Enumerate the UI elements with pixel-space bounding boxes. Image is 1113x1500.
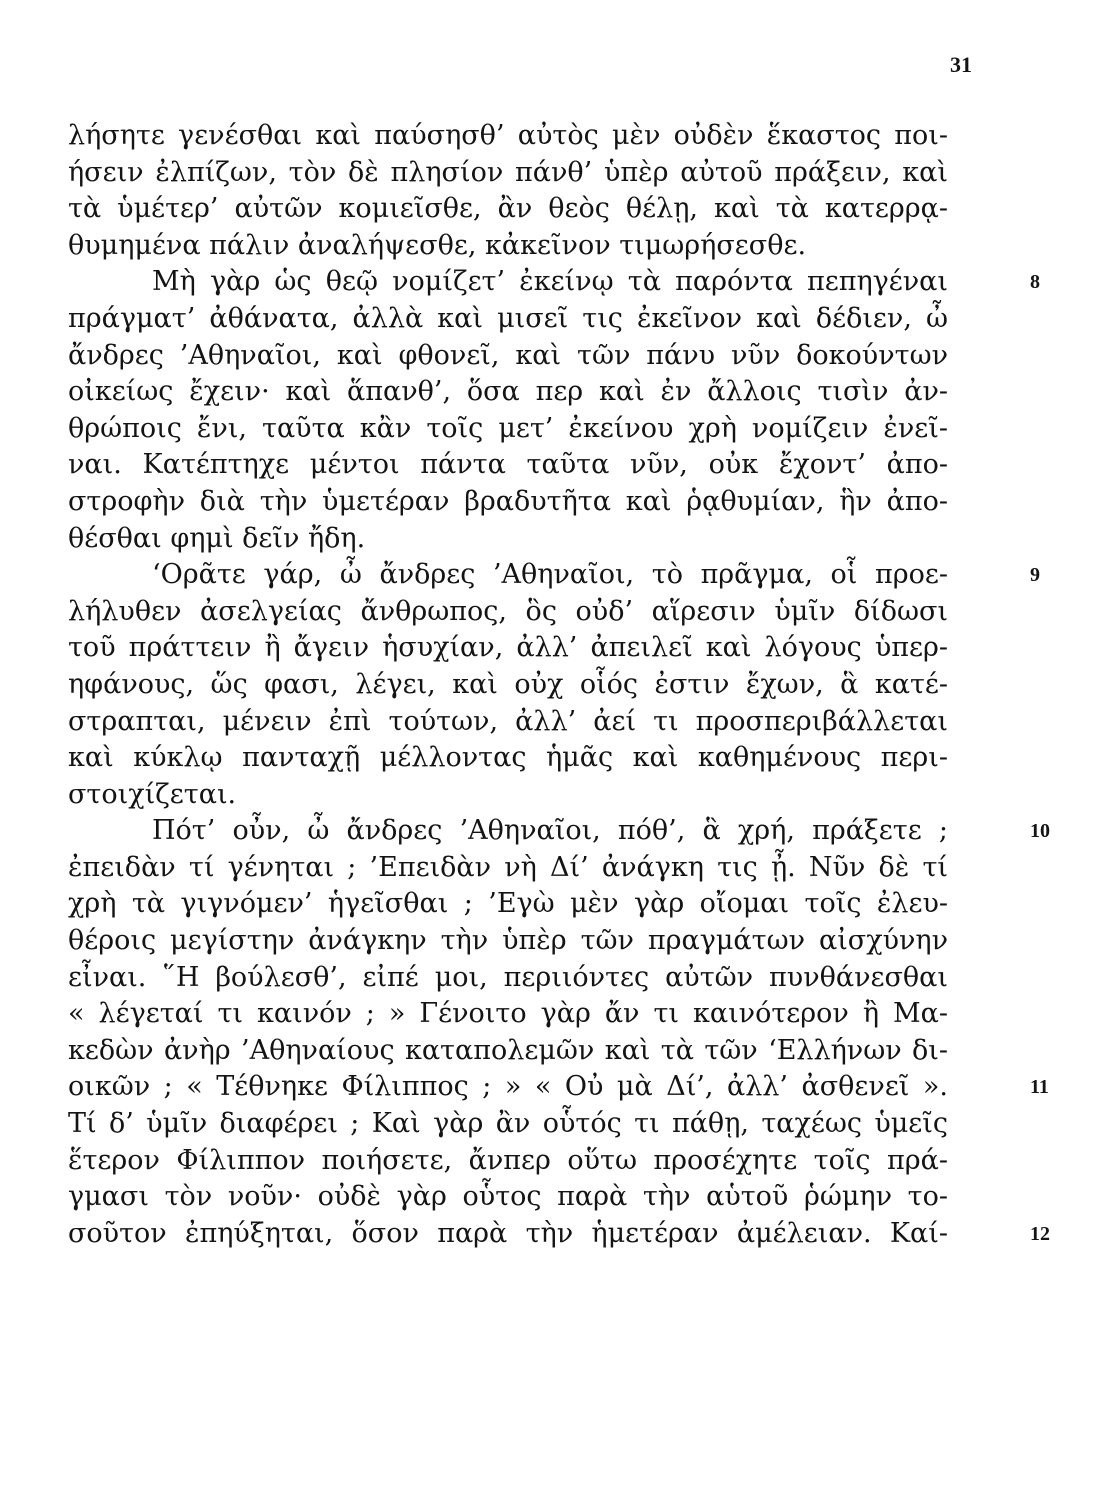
line-text: λήσητε γενέσθαι καὶ παύσησθ’ αὐτὸς μὲν οὐδὲν ἕκαστος ποι- (68, 120, 948, 151)
line-text: στοιχίζεται. (68, 778, 237, 810)
text-line (68, 557, 1040, 594)
line-text: ἕτερον Φίλιππον ποιήσετε, ἄνπερ οὕτω προσέχητε τοῖς πρά- (68, 1144, 948, 1176)
text-line (68, 228, 993, 265)
section-number: 9 (1030, 564, 1040, 587)
line-text: Πότ’ οὖν, ὦ ἄνδρες ’Αθηναῖοι, πόθ’, ἃ χρή, πράξετε ; (152, 815, 948, 847)
line-text: ήσειν ἐλπίζων, τὸν δὲ πλησίον πάνθ’ ὑπὲρ αὐτοῦ πράξειν, καὶ (68, 156, 948, 188)
section-number: 8 (1030, 271, 1040, 294)
text-line (68, 521, 993, 558)
text-line (68, 118, 993, 155)
line-text: στροφὴν διὰ τὴν ὑμετέραν βραδυτῆτα καὶ ῥᾳθυμίαν, ἣν ἀπο- (68, 485, 948, 517)
text-line (68, 1179, 993, 1216)
line-text: κεδὼν ἀνὴρ ’Αθηναίους καταπολεμῶν καὶ τὰ τῶν ‘Ελλήνων δι- (68, 1034, 948, 1066)
line-text: « λέγεταί τι καινόν ; » Γένοιτο γὰρ ἄν τι καινότερον ἢ Μα- (68, 998, 948, 1030)
text-line (68, 411, 993, 448)
text-line (68, 630, 993, 667)
text-line (68, 704, 993, 741)
line-text: Τί δ’ ὑμῖν διαφέρει ; Καὶ γὰρ ἂν οὗτός τι πάθῃ, ταχέως ὑμεῖς (68, 1108, 948, 1140)
text-line (68, 667, 993, 704)
line-text: θυμημένα πάλιν ἀναλήψεσθε, κἀκεῖνον τιμωρήσεσθε. (68, 229, 807, 261)
line-text: ἄνδρες ’Αθηναῖοι, καὶ φθονεῖ, καὶ τῶν πάνυ νῦν δοκούντων (68, 339, 948, 371)
line-text: ‘Ορᾶτε γάρ, ὦ ἄνδρες ’Αθηναῖοι, τὸ πρᾶγμα, οἷ προε- (152, 559, 948, 591)
line-text: λήλυθεν ἀσελγείας ἄνθρωπος, ὃς οὐδ’ αἵρεσιν ὑμῖν δίδωσι (68, 595, 948, 627)
text-line (68, 447, 993, 484)
line-text: θρώποις ἔνι, ταῦτα κἂν τοῖς μετ’ ἐκείνου χρὴ νομίζειν ἐνεῖ- (68, 412, 948, 444)
text-line (68, 484, 993, 521)
text-line (68, 301, 993, 338)
text-line (68, 777, 993, 814)
line-text: ναι. Κατέπτηχε μέντοι πάντα ταῦτα νῦν, οὐκ ἔχοντ’ ἀπο- (68, 449, 948, 481)
text-line (68, 374, 993, 411)
text-line (68, 1143, 993, 1180)
text-line (68, 264, 1040, 301)
line-text: τοῦ πράττειν ἢ ἄγειν ἡσυχίαν, ἀλλ’ ἀπειλεῖ καὶ λόγους ὑπερ- (68, 632, 948, 664)
line-text: στραπται, μένειν ἐπὶ τούτων, ἀλλ’ ἀεί τι προσπεριβάλλεται (68, 705, 948, 737)
line-text: τὰ ὑμέτερ’ αὐτῶν κομιεῖσθε, ἂν θεὸς θέλῃ, καὶ τὰ κατερρᾳ- (68, 193, 948, 225)
page-number: 31 (950, 52, 972, 77)
body-text (68, 118, 1050, 1252)
text-line (68, 191, 993, 228)
line-text: καὶ κύκλῳ πανταχῇ μέλλοντας ἡμᾶς καὶ καθημένους περι- (68, 742, 948, 774)
line-text: οικῶν ; « Τέθνηκε Φίλιππος ; » « Οὐ μὰ Δί’, ἀλλ’ ἀσθενεῖ ». (68, 1071, 948, 1103)
line-text: εἶναι. ῞Η βούλεσθ’, εἰπέ μοι, περιιόντες αὐτῶν πυνθάνεσθαι (68, 961, 948, 993)
text-line (68, 1216, 1050, 1253)
text-line (68, 813, 1050, 850)
text-line (68, 338, 993, 375)
text-line (68, 850, 993, 887)
text-line (68, 996, 993, 1033)
text-line (68, 155, 993, 192)
text-line (68, 1069, 1049, 1106)
line-text: χρὴ τὰ γιγνόμεν’ ἡγεῖσθαι ; ’Εγὼ μὲν γὰρ οἴομαι τοῖς ἐλευ- (68, 888, 948, 920)
section-number: 11 (1030, 1076, 1049, 1099)
line-text: θέροις μεγίστην ἀνάγκην τὴν ὑπὲρ τῶν πραγμάτων αἰσχύνην (68, 925, 948, 957)
line-text: πράγματ’ ἀθάνατα, ἀλλὰ καὶ μισεῖ τις ἐκεῖνον καὶ δέδιεν, ὦ (68, 302, 948, 334)
line-text: ἐπειδὰν τί γένηται ; ’Επειδὰν νὴ Δί’ ἀνάγκη τις ᾖ. Νῦν δὲ τί (68, 851, 948, 883)
text-line (68, 594, 993, 631)
text-line (68, 1033, 993, 1070)
line-text: οἰκείως ἔχειν· καὶ ἅπανθ’, ὅσα περ καὶ ἐν ἄλλοις τισὶν ἀν- (68, 376, 948, 408)
text-line (68, 886, 993, 923)
text-line (68, 923, 993, 960)
line-text: γμασι τὸν νοῦν· οὐδὲ γὰρ οὗτος παρὰ τὴν αὑτοῦ ῥώμην το- (68, 1181, 948, 1213)
line-text: ηφάνους, ὥς φασι, λέγει, καὶ οὐχ οἷός ἐστιν ἔχων, ἃ κατέ- (68, 668, 948, 700)
line-text: σοῦτον ἐπηύξηται, ὅσον παρὰ τὴν ἡμετέραν ἀμέλειαν. Καί- (68, 1217, 948, 1249)
text-line (68, 960, 993, 997)
text-line (68, 1106, 993, 1143)
line-text: θέσθαι φημὶ δεῖν ἤδη. (68, 522, 366, 554)
section-number: 10 (1030, 820, 1050, 843)
section-number: 12 (1030, 1222, 1050, 1245)
line-text: Μὴ γὰρ ὡς θεῷ νομίζετ’ ἐκείνῳ τὰ παρόντα πεπηγέναι (152, 266, 948, 298)
text-line (68, 740, 993, 777)
